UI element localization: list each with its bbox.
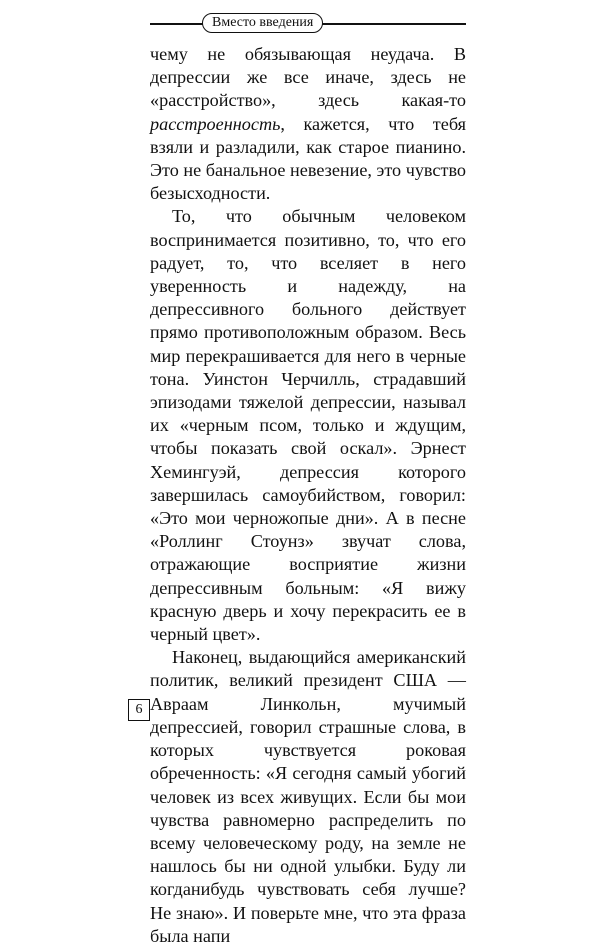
paragraph-2-segment-1: То, что обычным человеком воспринимается позитивно, то, что его радует, то, что вселяет в него уверенность и надежду, на депрессивного больного действует прямо противоположным образом. Весь мир перекрашивается для него в черные тона. Уинстон Черчилль, страдавший эпизодами тяжелой депрессии, называл их «черным псом, только и ждущим, чтобы показать свой оскал». Эрнест Хемингуэй, депрессия которого завершилась самоубийством, говорил: «Это мои черножопые дни». А в песне «Роллинг Стоунз» звучат слова, отражающие восприятие жизни депрессивным больным: «Я вижу красную дверь и хочу перекрасить ее в черный цвет». bbox=[150, 206, 466, 645]
paragraph-1-segment-3: , кажется, что тебя взяли и разладили, как старое пианино. Это не банальное невезение, это чувство безысходности. bbox=[150, 113, 466, 204]
paragraph-1-segment-2-italic: расстроенность bbox=[150, 113, 281, 134]
running-header bbox=[150, 12, 466, 36]
body-text bbox=[150, 43, 466, 948]
section-title: Вместо введения bbox=[202, 13, 323, 33]
page-number: 6 bbox=[128, 699, 150, 721]
paragraph-3-segment-1: Наконец, выдающийся американский политик, великий президент США — Авраам Линкольн, мучимый депрессией, говорил страшные слова, в которых чувствуется роковая обреченность: «Я сегодня самый убогий человек из всех живущих. Если бы мои чувства равномерно распределить по всему человеческому роду, на земле не нашлось бы ни одной улыбки. Буду ли когданибудь чувствовать себя лучше? Не знаю». И поверьте мне, что эта фраза была напи bbox=[150, 647, 466, 946]
paragraph-1-segment-1: чему не обязывающая неудача. В депрессии же все иначе, здесь не «расстройство», здесь какая-то bbox=[150, 44, 466, 111]
paragraph-3 bbox=[150, 646, 466, 948]
paragraph-1 bbox=[150, 43, 466, 205]
paragraph-2 bbox=[150, 205, 466, 646]
